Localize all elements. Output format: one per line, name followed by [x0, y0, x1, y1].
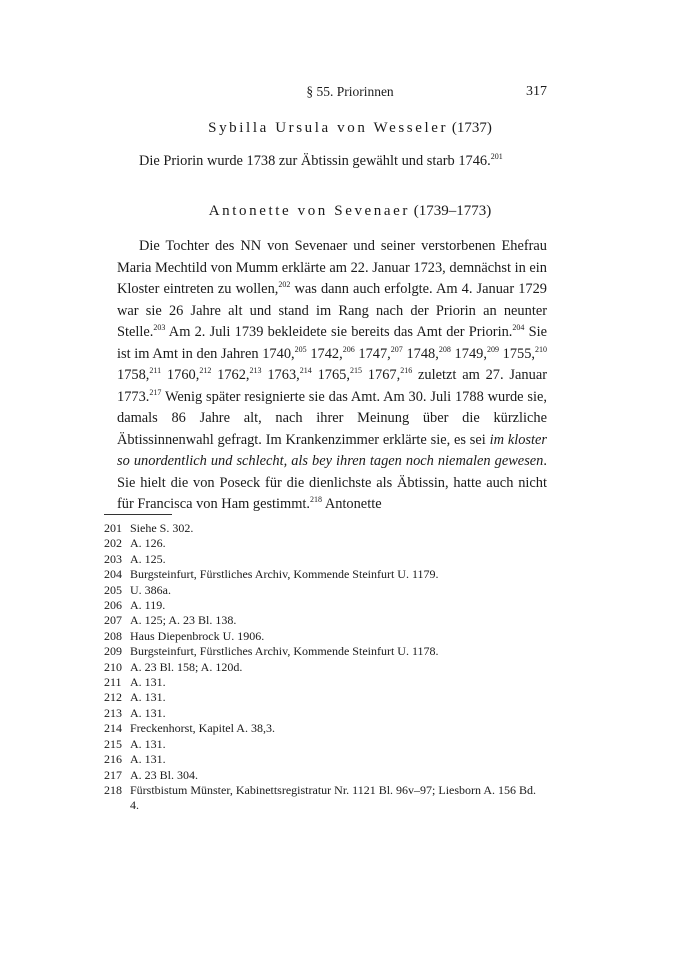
paragraph-text: Wenig später resignierte sie das Amt. Am 30. Juli 1788 wurde sie, damals 86 Jahre alt, nach ihrer Meinung über die kürzliche Äbtissinnenwahl gefragt. Im Krankenzimmer erklärte sie, es sei: [117, 388, 547, 448]
footnote-item: [104, 690, 548, 705]
paragraph-text: 1762,: [211, 367, 250, 383]
footnote-ref: 206: [342, 344, 355, 354]
footnote-item: [104, 768, 548, 783]
footnote-ref: 217: [149, 387, 162, 397]
footnote-ref: 211: [149, 366, 162, 375]
footnote-text: A. 23 Bl. 158; A. 120d.: [130, 659, 243, 674]
quotation-italic: im kloster so unordentlich und schlecht, als bey ihren tagen noch niemalen gewesen: [117, 431, 548, 469]
paragraph-text: 1749,: [450, 345, 487, 362]
paragraph-text: 1760,: [161, 367, 200, 383]
section-name: Sybilla Ursula von Wesseler: [208, 120, 449, 136]
footnote-text: U. 386a.: [130, 582, 171, 597]
running-head-title: § 55. Priorinnen: [306, 84, 394, 99]
paragraph-text: Antonette: [322, 496, 382, 512]
footnote-ref: 215: [349, 366, 362, 375]
footnote-number: 215: [104, 736, 122, 751]
footnote-number: 203: [104, 551, 122, 566]
footnote-number: 214: [104, 721, 122, 736]
footnote-number: 206: [104, 598, 122, 613]
footnote-number: 213: [104, 705, 122, 720]
footnote-item: [104, 675, 548, 690]
footnote-ref: 204: [512, 323, 525, 332]
footnote-number: 204: [104, 567, 122, 582]
footnote-text: A. 126.: [130, 536, 166, 551]
footnote-number: 212: [104, 690, 122, 705]
footnote-item: [104, 706, 548, 721]
footnote-text: Fürstbistum Münster, Kabinettsregistratur Nr. 1121 Bl. 96v–97; Liesborn A. 156 Bd. 4.: [130, 782, 537, 813]
footnote-ref: 210: [535, 344, 548, 354]
paragraph-text: 1748,: [402, 345, 439, 362]
running-header: [0, 84, 700, 106]
footnote-ref: 207: [390, 344, 403, 354]
footnote-item: [104, 783, 548, 814]
section-name: Antonette von Sevenaer: [208, 203, 411, 219]
footnote-number: 202: [104, 536, 122, 551]
footnote-item: [104, 598, 548, 613]
footnote-item: [104, 752, 548, 767]
footnote-number: 210: [104, 659, 122, 674]
footnote-ref: 208: [438, 344, 451, 354]
footnote-ref: 201: [490, 152, 503, 161]
footnote-number: 205: [104, 582, 122, 597]
section-dates: (1739–1773): [410, 203, 492, 219]
paragraph-text: 1755,: [498, 345, 536, 362]
footnote-item: [104, 737, 548, 752]
footnote-text: A. 131.: [130, 690, 166, 705]
footnote-text: Burgsteinfurt, Fürstliches Archiv, Kommende Steinfurt U. 1178.: [130, 644, 439, 659]
footnote-ref: 218: [310, 495, 323, 504]
paragraph-text: zuletzt am 27. Januar 1773.: [117, 367, 547, 405]
paragraph-text: Die Tochter des NN von Sevenaer und seiner verstorbenen Ehefrau Maria Mechtild von Mumm erklärte am 22. Januar 1723, demnächst in ein Kloster eintreten zu wollen,: [117, 238, 547, 297]
footnote-ref: 212: [199, 366, 212, 375]
footnote-text: Siehe S. 302.: [130, 521, 194, 535]
footnote-number: 201: [104, 521, 122, 535]
paragraph-text: Sie ist im Amt in den Jahren 1740,: [117, 324, 547, 362]
paragraph-text: Am 2. Juli 1739 bekleidete sie bereits das Amt der Priorin.: [165, 324, 513, 340]
footnote-item: [104, 567, 548, 582]
footnote-ref: 205: [294, 344, 307, 354]
footnote-divider: [104, 514, 172, 515]
paragraph-text: 1763,: [261, 367, 300, 383]
footnote-text: A. 125.: [130, 551, 166, 566]
footnote-text: A. 131.: [130, 705, 166, 720]
footnote-number: 207: [104, 613, 122, 628]
paragraph-text: 1742,: [306, 345, 343, 362]
footnote-number: 208: [104, 628, 122, 643]
footnote-ref: 214: [299, 366, 312, 375]
footnote-number: 217: [104, 767, 122, 782]
paragraph-sevenaer: [117, 236, 547, 516]
footnote-number: 218: [104, 782, 122, 797]
section-dates: (1737): [448, 120, 492, 136]
footnote-text: Burgsteinfurt, Fürstliches Archiv, Kommende Steinfurt U. 1179.: [130, 567, 439, 582]
footnote-number: 211: [104, 675, 122, 690]
footnote-ref: 213: [249, 366, 262, 375]
page-number: 317: [526, 84, 547, 99]
section-title-wesseler: [0, 120, 700, 137]
footnote-list: [104, 521, 548, 814]
paragraph-text: . Sie hielt die von Poseck für die dienlichste als Äbtissin, hatte auch nicht für Francisca von Ham gestimmt.: [117, 453, 547, 512]
footnote-text: A. 125; A. 23 Bl. 138.: [130, 613, 237, 628]
footnote-item: [104, 583, 548, 598]
footnote-text: A. 119.: [130, 598, 166, 613]
footnote-ref: 202: [278, 280, 291, 289]
footnote-ref: 209: [486, 344, 499, 354]
footnote-text: A. 23 Bl. 304.: [130, 767, 199, 782]
footnote-text: A. 131.: [130, 752, 166, 767]
footnote-item: [104, 629, 548, 644]
footnote-item: [104, 613, 548, 628]
footnote-item: [104, 521, 548, 536]
footnote-item: [104, 536, 548, 551]
paragraph-text: 1747,: [354, 345, 391, 362]
footnote-number: 216: [104, 752, 122, 767]
footnote-text: Freckenhorst, Kapitel A. 38,3.: [130, 721, 275, 736]
footnote-text: A. 131.: [130, 736, 166, 751]
footnote-text: Haus Diepenbrock U. 1906.: [130, 628, 265, 643]
footnote-item: [104, 644, 548, 659]
footnote-ref: 203: [153, 323, 166, 332]
paragraph-text: 1765,: [311, 367, 350, 383]
paragraph-text: Die Priorin wurde 1738 zur Äbtissin gewählt und starb 1746.: [139, 153, 491, 169]
paragraph-text: 1767,: [361, 367, 401, 383]
paragraph-wesseler: [117, 151, 547, 173]
footnote-ref: 216: [400, 366, 413, 375]
footnote-text: A. 131.: [130, 675, 166, 690]
footnote-item: [104, 721, 548, 736]
paragraph-text: was dann auch erfolgte. Am 4. Januar 1729 war sie 26 Jahre alt und stand im Rang nach der Priorin an neunter Stelle.: [117, 281, 547, 340]
paragraph-text: 1758,: [117, 367, 150, 383]
footnote-number: 209: [104, 644, 122, 659]
footnote-item: [104, 552, 548, 567]
section-title-sevenaer: [0, 203, 700, 220]
footnote-item: [104, 660, 548, 675]
